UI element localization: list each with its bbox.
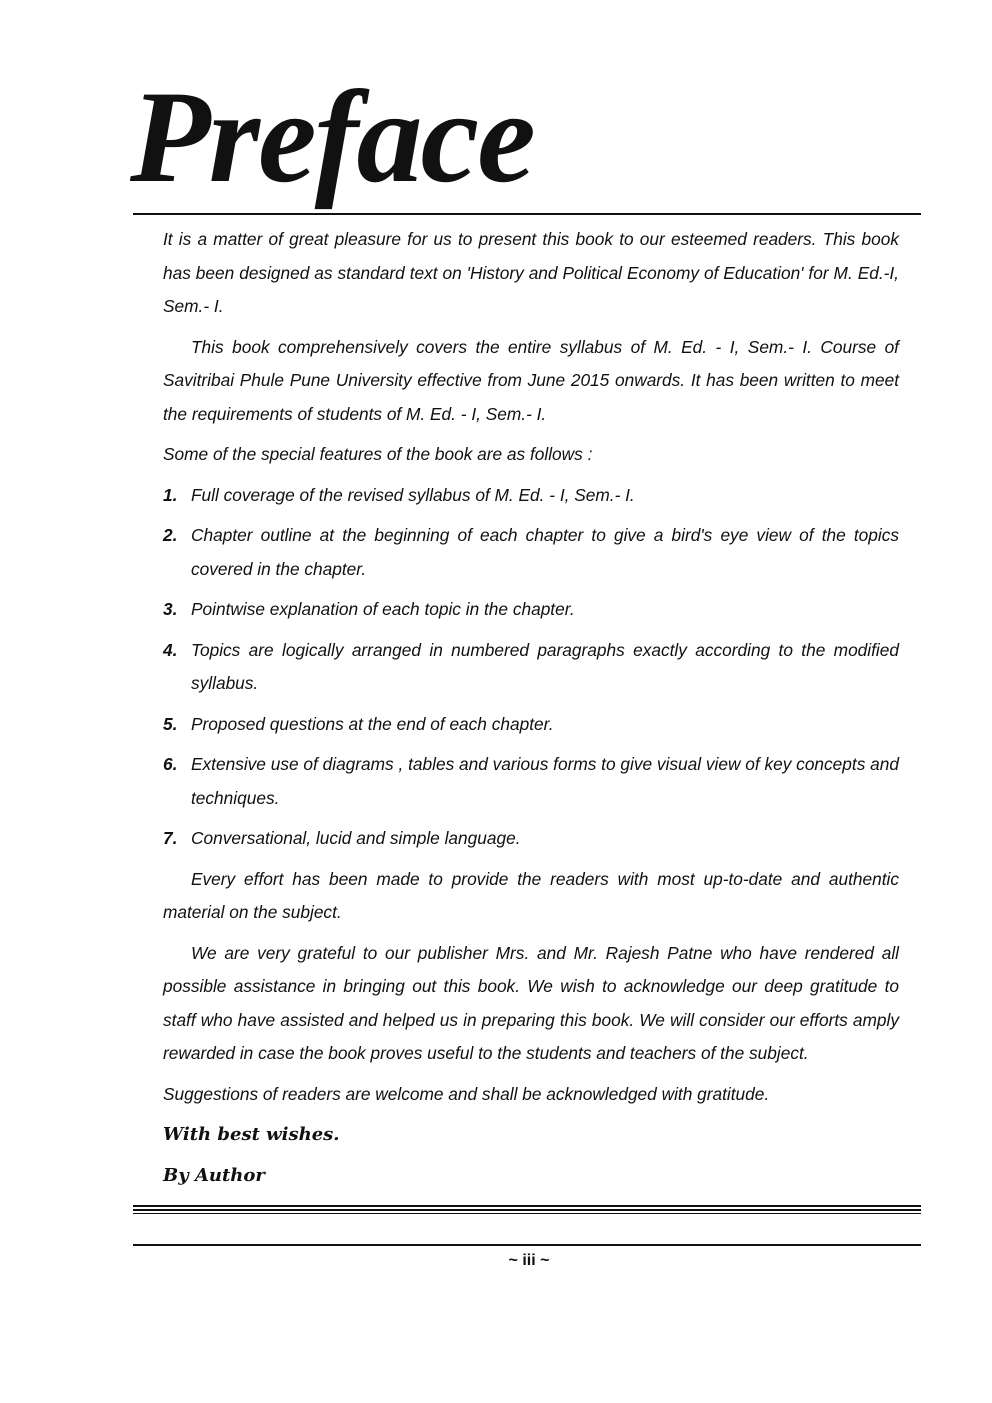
item-number: 3. xyxy=(163,599,178,619)
intro-paragraph: It is a matter of great pleasure for us to present this book to our esteemed readers. This book has been designed as standard text on 'History and Political Economy of Education' for M. Ed.-I, Sem.- I. xyxy=(163,229,899,316)
item-number: 2. xyxy=(163,525,178,545)
suggestions-paragraph: Suggestions of readers are welcome and shall be acknowledged with gratitude. xyxy=(163,1083,770,1104)
footer-triple-rule xyxy=(133,1205,921,1214)
item-text: Proposed questions at the end of each chapter. xyxy=(191,713,554,734)
gratitude-paragraph: We are very grateful to our publisher Mrs. and Mr. Rajesh Patne who have rendered all possible assistance in bringing out this book. We wish to acknowledge our deep gratitude to staff who have assisted and helped us in preparing this book. We will consider our efforts amply rewarded in case the book proves useful to the students and teachers of the subject. xyxy=(163,942,899,1063)
list-item xyxy=(163,748,899,815)
item-number: 5. xyxy=(163,713,178,734)
list-item xyxy=(163,634,899,701)
item-text: Pointwise explanation of each topic in the chapter. xyxy=(191,599,575,619)
page-title: Preface xyxy=(130,63,534,210)
page-number: ~ iii ~ xyxy=(508,1252,550,1269)
item-text: Full coverage of the revised syllabus of M. Ed. - I, Sem.- I. xyxy=(191,484,635,505)
signature: By Author xyxy=(163,1164,265,1186)
effort-paragraph: Every effort has been made to provide the readers with most up-to-date and authentic material on the subject. xyxy=(163,868,899,922)
features-intro: Some of the special features of the book are as follows : xyxy=(163,444,593,464)
item-number: 4. xyxy=(163,639,178,660)
list-item xyxy=(163,822,899,856)
best-wishes: With best wishes. xyxy=(163,1124,340,1145)
item-number: 7. xyxy=(163,828,178,848)
preface-body xyxy=(163,223,899,1199)
item-number: 1. xyxy=(163,484,178,505)
coverage-paragraph: This book comprehensively covers the entire syllabus of M. Ed. - I, Sem.- I. Course of Savitribai Phule Pune University effective from June 2015 onwards. It has been written to meet the requirements of students of M. Ed. - I, Sem.- I. xyxy=(163,336,899,424)
item-text: Chapter outline at the beginning of each chapter to give a bird's eye view of the topics covered in the chapter. xyxy=(191,525,899,579)
list-item xyxy=(163,519,899,586)
item-number: 6. xyxy=(163,754,178,774)
item-text: Topics are logically arranged in numbered paragraphs exactly according to the modified syllabus. xyxy=(191,639,899,693)
item-text: Conversational, lucid and simple language. xyxy=(191,828,521,848)
list-item xyxy=(163,479,899,513)
list-item xyxy=(163,593,899,627)
title-rule xyxy=(133,213,921,215)
list-item xyxy=(163,708,899,742)
footer-rule xyxy=(133,1244,921,1246)
features-list xyxy=(163,479,899,856)
item-text: Extensive use of diagrams , tables and various forms to give visual view of key concepts and techniques. xyxy=(191,754,899,808)
